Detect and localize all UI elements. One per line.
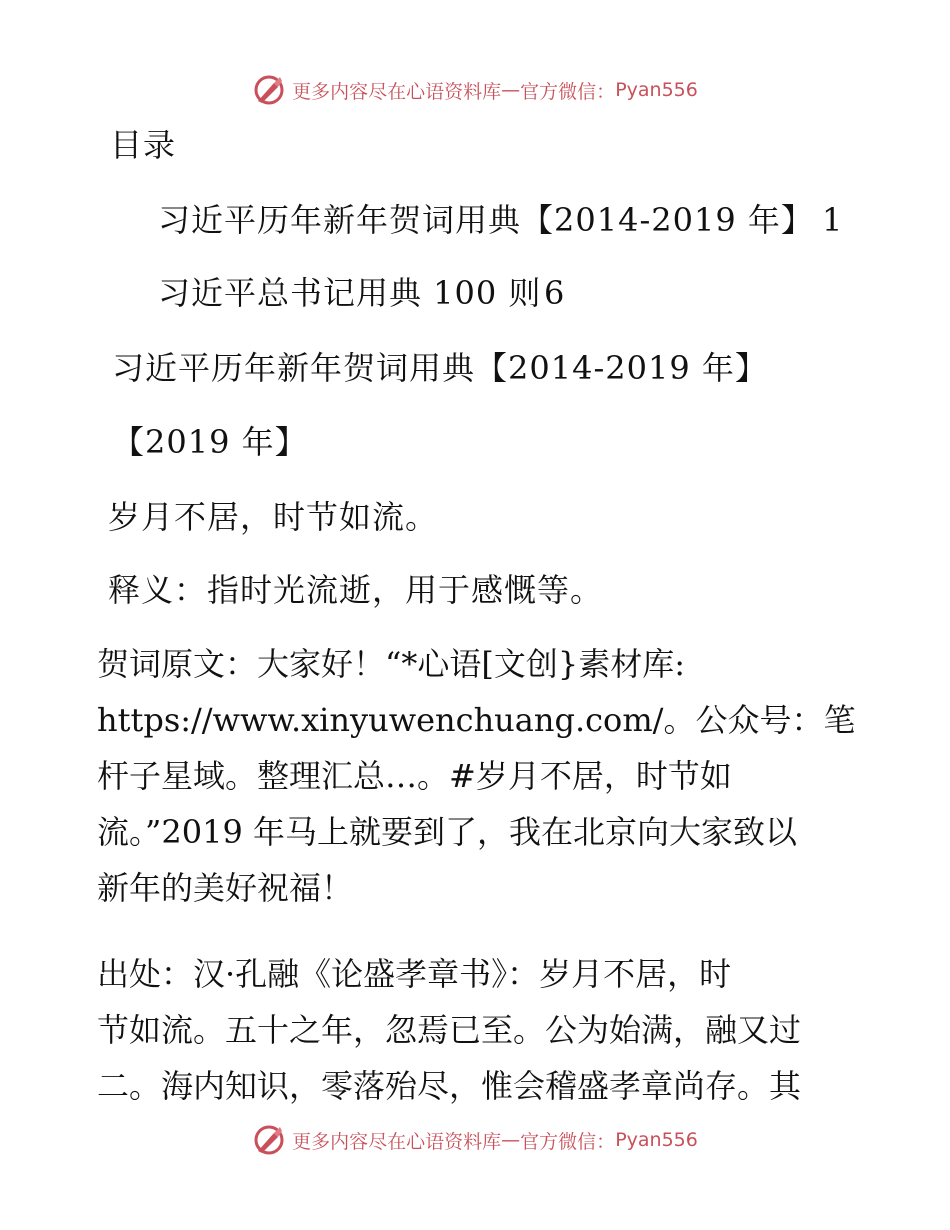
paragraph-line: 新年的美好祝福！ xyxy=(97,869,354,907)
banner-text: 更多内容尽在心语资料库 xyxy=(292,80,502,103)
toc-item-2-page[interactable]: 6 xyxy=(544,274,566,312)
paragraph-line: 出处：汉·孔融《论盛孝章书》：岁月不居，时 xyxy=(97,955,732,993)
header-watermark-banner xyxy=(0,70,950,110)
banner-wechat-id: Pyan556 xyxy=(615,1129,698,1151)
paragraph-line: 贺词原文：大家好！“*心语[文创}素材库: xyxy=(97,645,685,683)
toc-item-1-label[interactable]: 习近平历年新年贺词用典【2014-2019 年】 xyxy=(158,201,814,239)
banner-wechat-id: Pyan556 xyxy=(615,79,698,101)
paragraph-line: 二。海内知识，零落殆尽，惟会稽盛孝章尚存。其 xyxy=(97,1067,802,1105)
pen-logo-icon xyxy=(252,1123,286,1157)
toc-item-2-label[interactable]: 习近平总书记用典 100 则 xyxy=(158,274,542,312)
banner-text: 更多内容尽在心语资料库 xyxy=(292,1130,502,1153)
banner-dash: — xyxy=(501,1129,521,1151)
paragraph-line: https://www.xinyuwenchuang.com/。公众号：笔 xyxy=(97,701,856,739)
footer-watermark-banner xyxy=(0,1120,950,1160)
banner-dash: — xyxy=(501,79,521,101)
quote-line: 岁月不居，时节如流。 xyxy=(108,498,439,536)
paragraph-line: 杆子星域。整理汇总…。#岁月不居，时节如 xyxy=(97,757,732,795)
original-text-paragraph xyxy=(97,636,867,916)
banner-wechat-label: 官方微信： xyxy=(520,80,616,103)
paragraph-line: 节如流。五十之年，忽焉已至。公为始满，融又过 xyxy=(97,1011,802,1049)
toc-title: 目录 xyxy=(110,126,177,164)
meaning-line: 释义：指时光流逝，用于感慨等。 xyxy=(108,571,604,609)
source-paragraph xyxy=(97,946,867,1114)
toc-item-1-page[interactable]: 1 xyxy=(822,201,844,239)
year-heading: 【2019 年】 xyxy=(112,423,308,461)
banner-wechat-label: 官方微信： xyxy=(520,1130,616,1153)
section-title: 习近平历年新年贺词用典【2014-2019 年】 xyxy=(112,349,768,387)
pen-logo-icon xyxy=(252,73,286,107)
paragraph-line: 流。”2019 年马上就要到了，我在北京向大家致以 xyxy=(97,813,797,851)
